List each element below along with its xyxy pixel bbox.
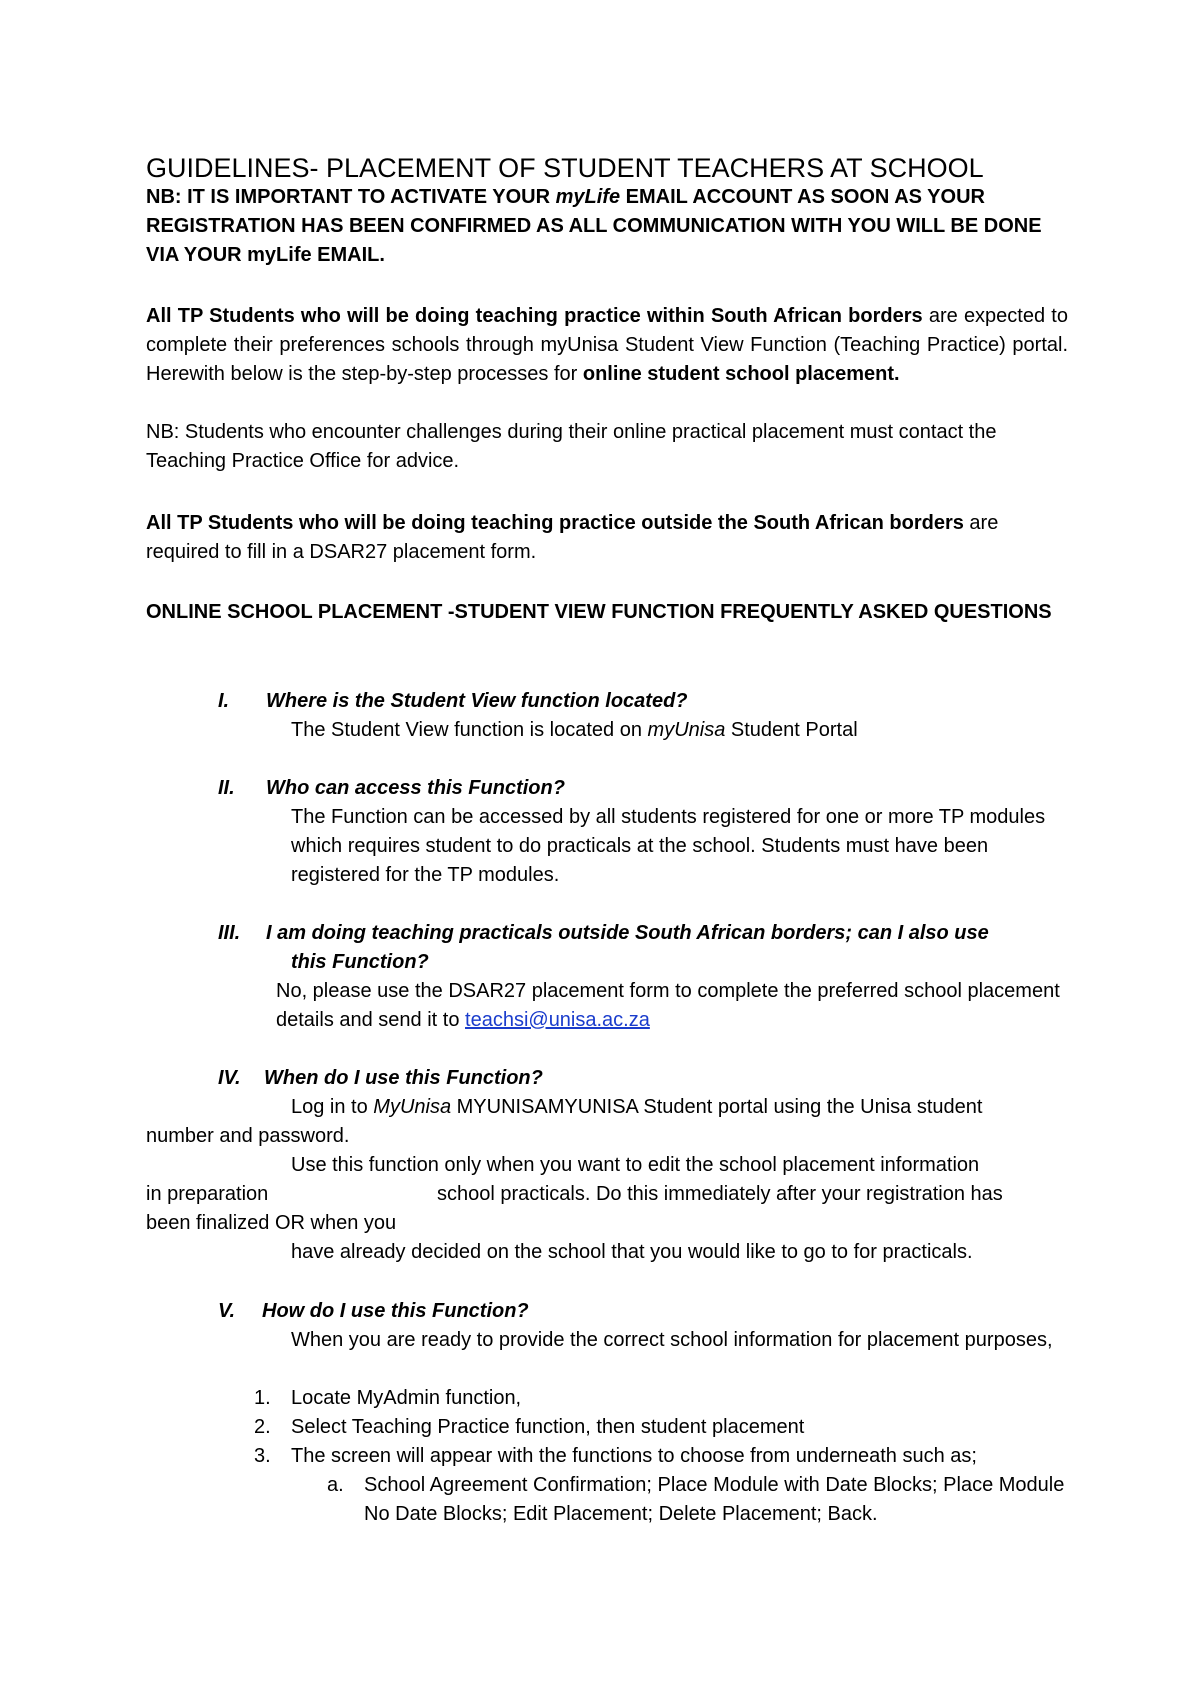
- step-2-text: Select Teaching Practice function, then student placement: [291, 1416, 805, 1438]
- step-2-number: 2.: [254, 1416, 271, 1438]
- question-1: [218, 687, 1068, 716]
- answer-1: [291, 716, 1068, 745]
- question-2: [218, 774, 1068, 803]
- nb-part2: EMAIL ACCOUNT AS SOON AS YOUR REGISTRATION HAS BEEN CONFIRMED AS ALL COMMUNICATION WITH YOU WILL BE DONE VIA YOUR myLife EMAIL.: [146, 186, 1042, 266]
- answer-4-line2: number and password.: [146, 1125, 350, 1147]
- answer-4-line4-right: school practicals. Do this immediately after your registration has: [437, 1183, 1003, 1205]
- answer-4-pre: Log in to: [291, 1096, 374, 1118]
- step-3: [254, 1442, 1068, 1471]
- answer-1-myunisa: myUnisa: [647, 719, 726, 741]
- question-5-text: How do I use this Function?: [262, 1300, 529, 1322]
- answer-4-line5: been finalized OR when you: [146, 1212, 397, 1234]
- answer-1-pre: The Student View function is located on: [291, 719, 648, 741]
- step-1-number: 1.: [254, 1387, 271, 1409]
- step-2: [254, 1413, 1068, 1442]
- step-3-number: 3.: [254, 1445, 271, 1467]
- nb-mylife: myLife: [555, 186, 621, 208]
- question-3-number: III.: [218, 922, 241, 944]
- sub-step-a-text: School Agreement Confirmation; Place Module with Date Blocks; Place Module No Date Blocks; Edit Placement; Delete Placement; Back.: [364, 1474, 1065, 1525]
- document-title: GUIDELINES- PLACEMENT OF STUDENT TEACHERS AT SCHOOL: [146, 153, 984, 183]
- nb-part1: NB: IT IS IMPORTANT TO ACTIVATE YOUR: [146, 186, 556, 208]
- question-1-number: I.: [218, 690, 230, 712]
- sub-step-a: [327, 1471, 1068, 1529]
- question-5: [218, 1297, 1068, 1326]
- sub-step-a-letter: a.: [327, 1474, 344, 1496]
- question-1-text: Where is the Student View function located?: [266, 690, 688, 712]
- outside-bold: All TP Students who will be doing teaching practice outside the South African borders: [146, 512, 964, 534]
- email-link[interactable]: teachsi@unisa.ac.za: [465, 1009, 650, 1031]
- question-4-text: When do I use this Function?: [264, 1067, 543, 1089]
- answer-3: [276, 977, 1068, 1035]
- nb-challenges: NB: Students who encounter challenges during their online practical placement must contact the Teaching Practice Office for advice.: [146, 421, 997, 472]
- step-3-text: The screen will appear with the functions to choose from underneath such as;: [291, 1445, 977, 1467]
- within-bold1: All TP Students who will be doing teaching practice within South African borders: [146, 305, 923, 327]
- answer-4-myunisa: MyUnisa: [373, 1096, 452, 1118]
- question-3-line1: I am doing teaching practicals outside South African borders; can I also use: [266, 922, 989, 944]
- within-bold2: online student school placement.: [582, 363, 900, 385]
- answer-4-line3: Use this function only when you want to edit the school placement information: [291, 1154, 980, 1176]
- question-4: [218, 1064, 1068, 1093]
- within-text1: are expected to complete their preferences schools through myUnisa Student View Function (Teaching Practice) portal. Herewith below is the step-by-step processes for: [146, 305, 1068, 385]
- answer-5-intro: When you are ready to provide the correct school information for placement purposes,: [291, 1329, 1053, 1351]
- answer-4-line4-left: in preparation: [146, 1183, 269, 1205]
- answer-4-line1: [291, 1093, 982, 1122]
- answer-1-post: Student Portal: [725, 719, 858, 741]
- step-1: [254, 1384, 1068, 1413]
- outside-text: are required to fill in a DSAR27 placement form.: [146, 512, 999, 563]
- answer-4-post: MYUNISAMYUNISA Student portal using the Unisa student: [451, 1096, 983, 1118]
- question-5-number: V.: [218, 1300, 236, 1322]
- question-3: [218, 919, 1068, 977]
- answer-2: The Function can be accessed by all students registered for one or more TP modules which requires student to do practicals at the school. Students must have been registered for the TP modules.: [291, 806, 1046, 886]
- answer-4-line6: have already decided on the school that you would like to go to for practicals.: [291, 1241, 973, 1263]
- answer-3-text: No, please use the DSAR27 placement form to complete the preferred school placement details and send it to: [276, 980, 1060, 1031]
- within-borders-paragraph: [146, 302, 1068, 389]
- question-3-line2: this Function?: [291, 951, 429, 973]
- question-2-text: Who can access this Function?: [266, 777, 565, 799]
- question-4-number: IV.: [218, 1067, 241, 1089]
- question-2-number: II.: [218, 777, 235, 799]
- outside-borders-paragraph: [146, 509, 1072, 567]
- faq-heading: ONLINE SCHOOL PLACEMENT -STUDENT VIEW FUNCTION FREQUENTLY ASKED QUESTIONS: [146, 601, 1052, 623]
- step-1-text: Locate MyAdmin function,: [291, 1387, 522, 1409]
- nb-mylife-notice: [146, 183, 1074, 270]
